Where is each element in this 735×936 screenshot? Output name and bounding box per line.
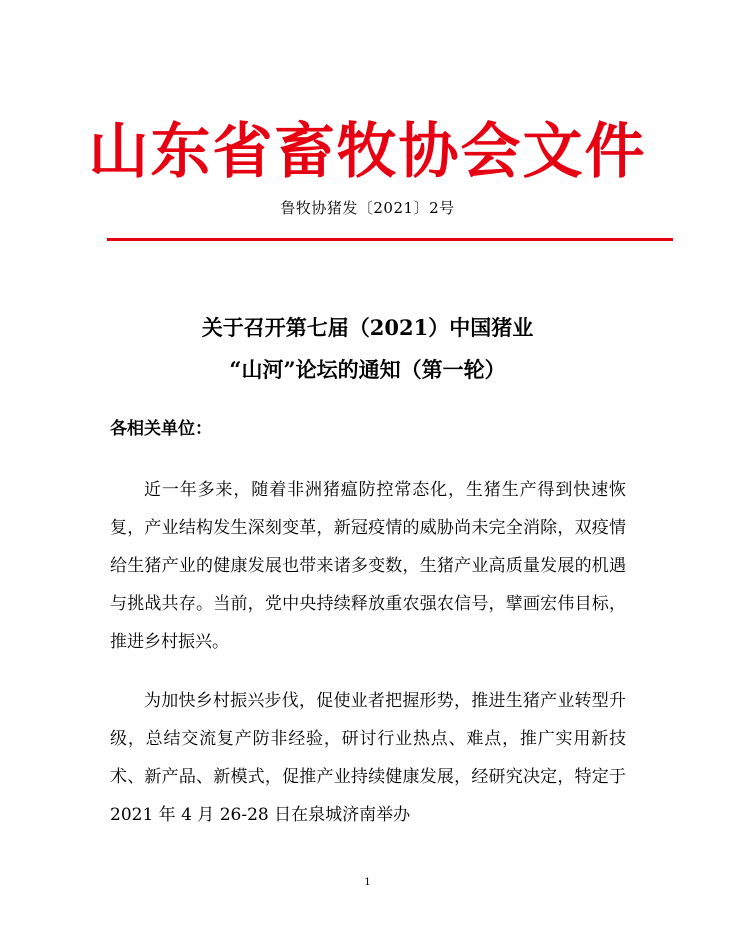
salutation: 各相关单位：	[110, 419, 212, 439]
notice-title-line-2: “山河”论坛的通知（第一轮）	[229, 357, 506, 382]
notice-title-line-1: 关于召开第七届（2021）中国猪业	[201, 315, 534, 340]
document-number: 鲁牧协猪发〔2021〕2号	[280, 199, 455, 217]
org-header-title: 山东省畜牧协会文件	[88, 117, 647, 187]
header-red-rule	[107, 238, 673, 241]
page-number: 1	[364, 877, 371, 888]
body-paragraph-1: 近一年多来，随着非洲猪瘟防控常态化，生猪生产得到快速恢复，产业结构发生深刻变革，新冠疫情的威胁尚未完全消除，双疫情给生猪产业的健康发展也带来诸多变数，生猪产业高质量发展的机遇与挑战共存。当前，党中央持续释放重农强农信号，擘画宏伟目标，推进乡村振兴。	[110, 480, 626, 652]
body-paragraph-2: 为加快乡村振兴步伐，促使业者把握形势，推进生猪产业转型升级，总结交流复产防非经验，研讨行业热点、难点，推广实用新技术、新产品、新模式，促推产业持续健康发展，经研究决定，特定于 2021 年 4 月 26-28 日在泉城济南举办	[110, 691, 626, 825]
